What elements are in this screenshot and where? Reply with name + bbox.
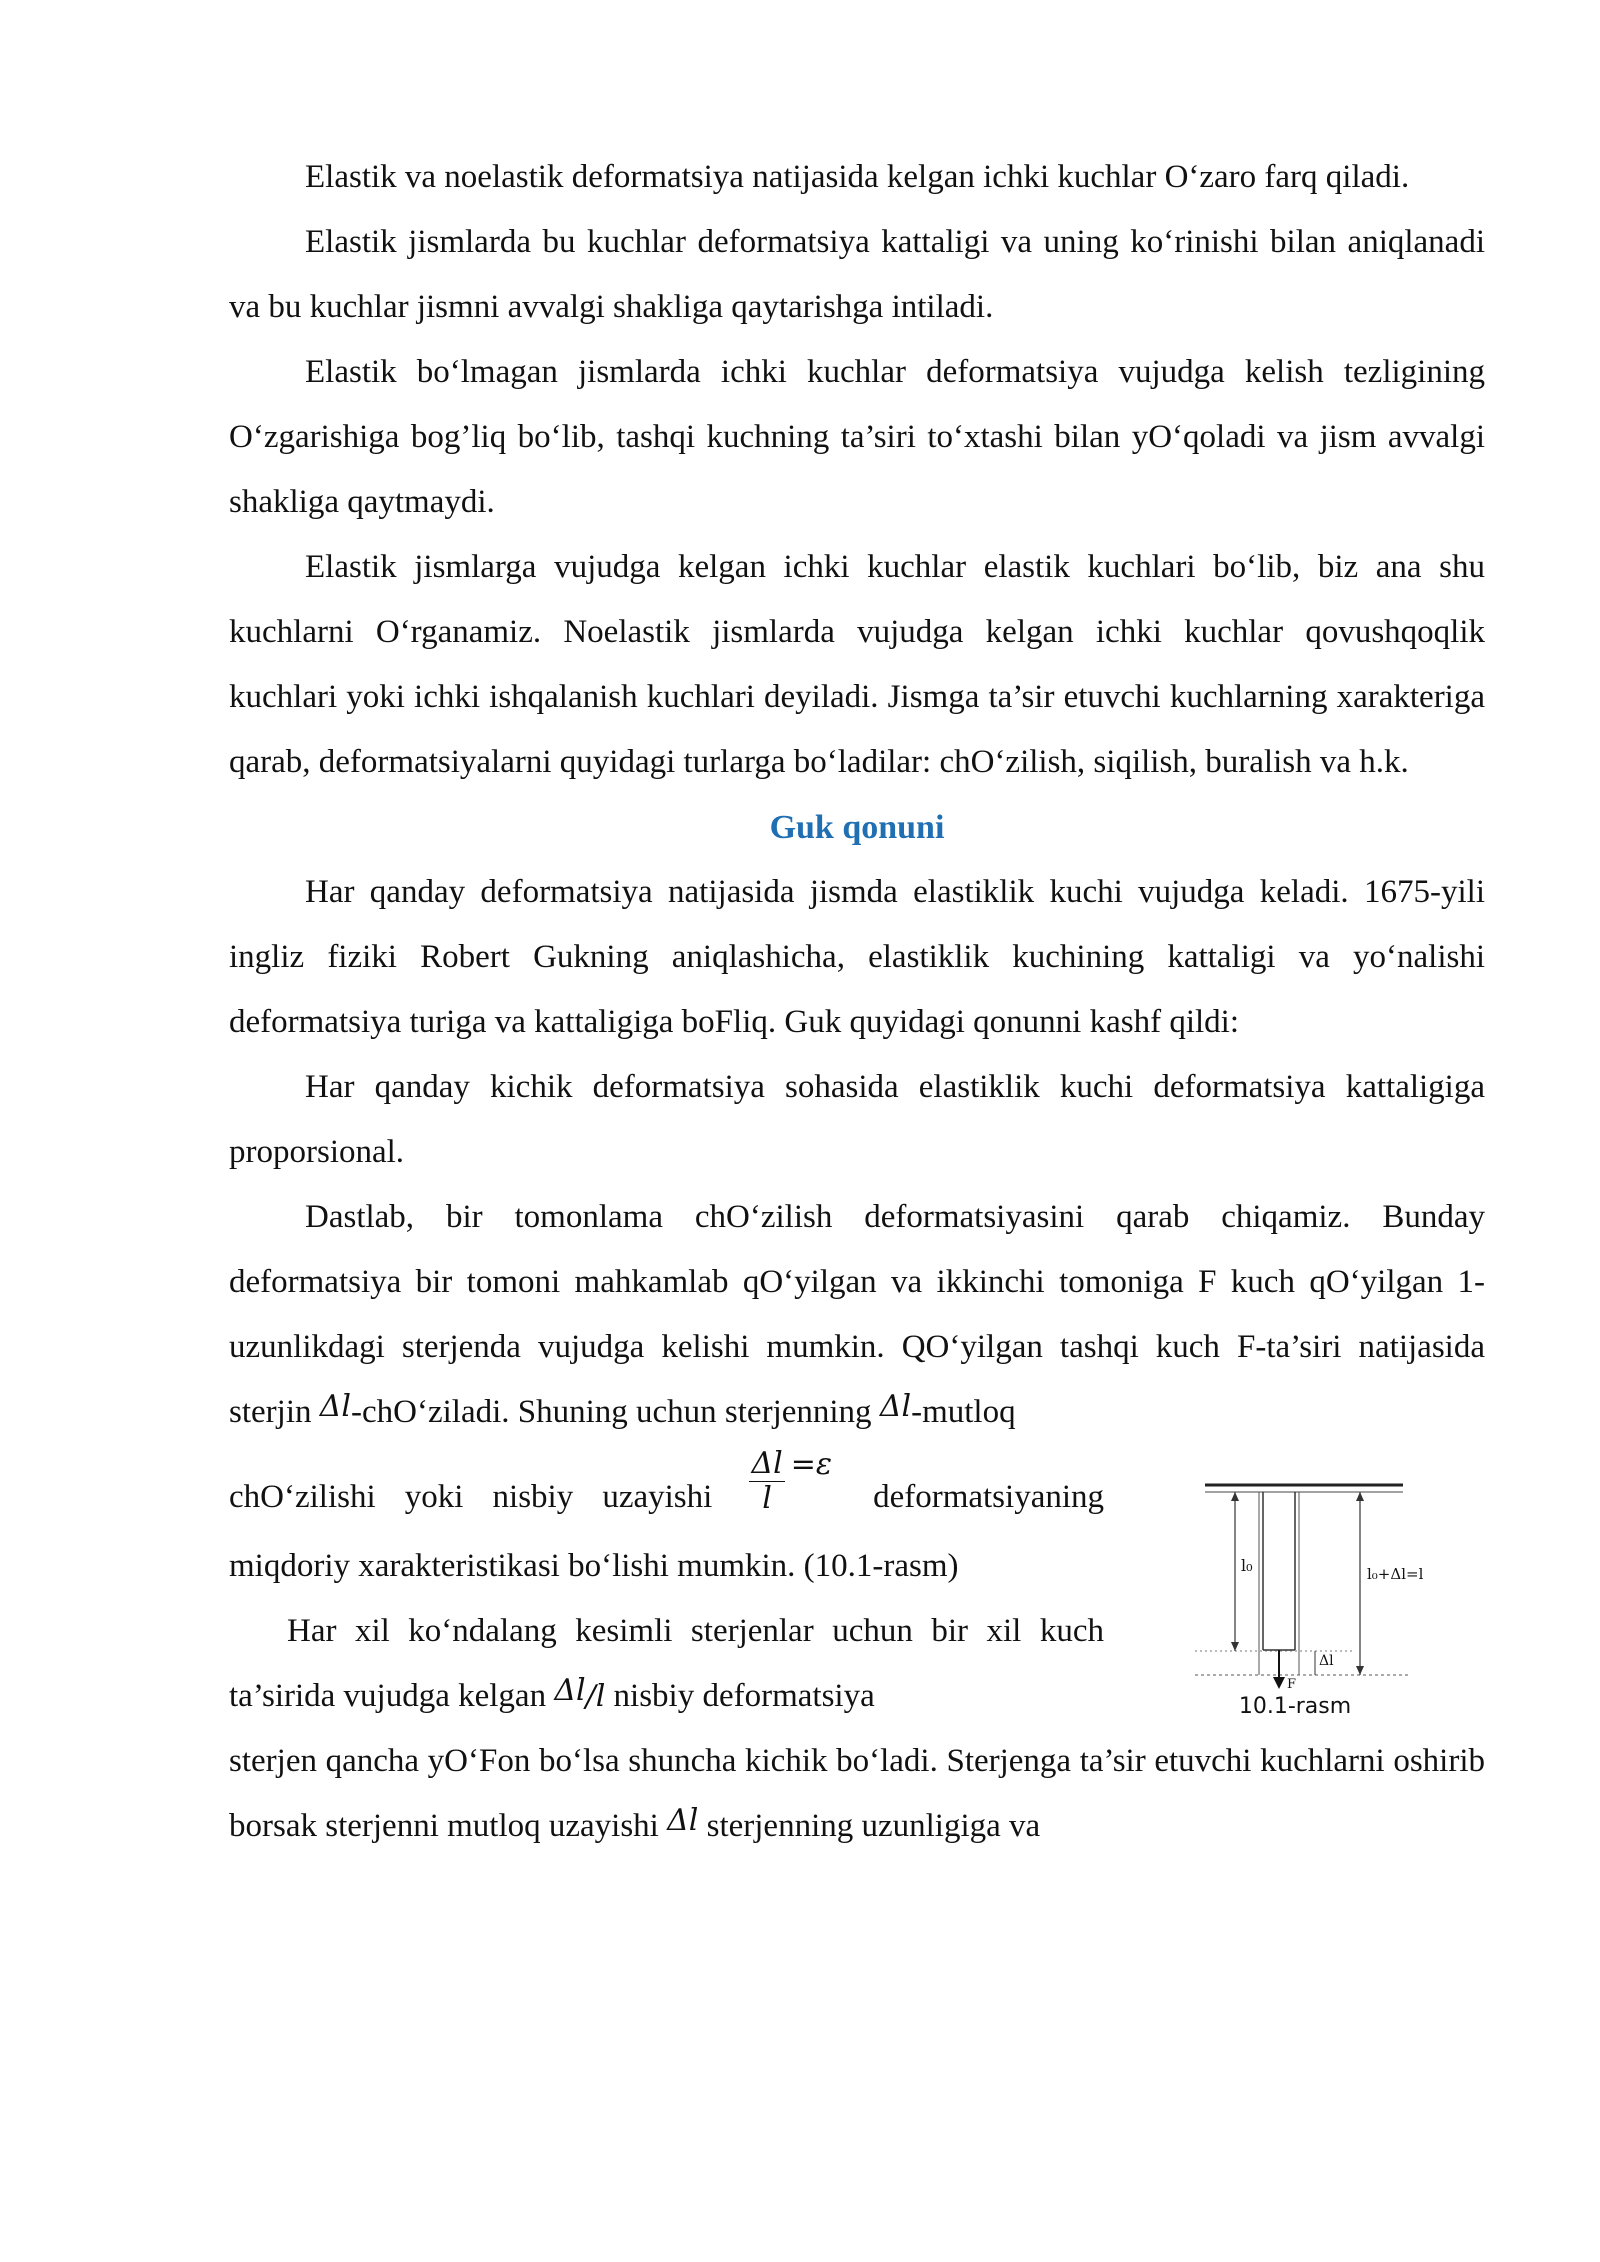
paragraph-2: Elastik jismlarda bu kuchlar deformatsiya kattaligi va uning ko‘rinishi bilan aniqlanadi va bu kuchlar jismni avvalgi shakliga qaytarishga intiladi. (229, 224, 1485, 325)
paragraph-10-text-a: sterjen qancha yO‘Fon bo‘lsa shuncha kichik bo‘ladi. Sterjenga ta’sir etuvchi kuchlarni oshirib borsak sterjenni mutloq uzayishi (229, 1743, 1485, 1844)
paragraph-7-text-c: -mutloq (911, 1394, 1016, 1430)
figure-caption: 10.1-rasm (1238, 1694, 1352, 1719)
figure-wrap-section (229, 1446, 1485, 1729)
paragraph-7-text-a: Dastlab, bir tomonlama chO‘zilish deformatsiyasini qarab chiqamiz. Bunday deformatsiya bir tomoni mahkamlab qO‘yilgan va ikkinchi tomoniga F kuch qO‘yilgan 1-uzunlikdagi sterjenda vujudga kelishi mumkin. QO‘yilgan tashqi kuch F-ta’siri natijasida sterjin (229, 1199, 1485, 1430)
paragraph-8-text-b: deformatsiyaning miqdoriy xarakteristikasi bo‘lishi mumkin. (10.1-rasm) (229, 1479, 1105, 1584)
paragraph-1: Elastik va noelastik deformatsiya natijasida kelgan ichki kuchlar O‘zaro farq qiladi. (305, 159, 1410, 195)
paragraph-6: Har qanday kichik deformatsiya sohasida elastiklik kuchi deformatsiya kattaligiga proporsional. (229, 1069, 1485, 1170)
fraction-denominator: l (762, 1481, 772, 1516)
label-total-length: l₀+Δl=l (1367, 1565, 1424, 1583)
paragraph-9-text-b: nisbiy deformatsiya (605, 1678, 875, 1714)
document-page (229, 145, 1485, 1859)
equals-epsilon: =ε (790, 1447, 832, 1482)
label-delta-l: Δl (1319, 1653, 1334, 1669)
label-l0: l₀ (1241, 1556, 1253, 1575)
paragraph-5: Har qanday deformatsiya natijasida jismda elastiklik kuchi vujudga keladi. 1675-yili ingliz fiziki Robert Gukning aniqlashicha, elastiklik kuchining kattaligi va yo‘nalishi deformatsiya turiga va kattaligiga boFliq. Guk quyidagi qonunni kashf qildi: (229, 874, 1485, 1040)
label-force: F (1287, 1677, 1297, 1692)
strain-fraction (749, 1447, 784, 1516)
delta-l-symbol: Δl (319, 1389, 351, 1424)
paragraph-3: Elastik bo‘lmagan jismlarda ichki kuchlar deformatsiya vujudga kelish tezligining O‘zgarishiga bog’liq bo‘lib, tashqi kuchning ta’siri to‘xtashi bilan yO‘qoladi va jism avvalgi shakliga qaytmaydi. (229, 354, 1485, 520)
paragraph-10-text-b: sterjenning uzunligiga va (698, 1808, 1041, 1844)
paragraph-7-text-b: -chO‘ziladi. Shuning uchun sterjenning (351, 1394, 880, 1430)
delta-l-symbol: Δl (667, 1803, 699, 1838)
wrapped-text (229, 1446, 1105, 1729)
delta-l-symbol: Δl (879, 1389, 912, 1424)
paragraph-9 (229, 1599, 1104, 1729)
paragraph-4: Elastik jismlarga vujudga kelgan ichki kuchlar elastik kuchlari bo‘lib, biz ana shu kuchlarni O‘rganamiz. Noelastik jismlarda vujudga kelgan ichki kuchlar qovushqoqlik kuchlari yoki ichki ishqalanish kuchlari deyiladi. Jismga ta’sir etuvchi kuchlarning xarakteriga qarab, deformatsiyalarni quyidagi turlarga bo‘ladilar: chO‘zilish, siqilish, buralish va h.k. (229, 549, 1485, 780)
paragraph-7 (229, 1185, 1485, 1445)
relative-num: Δl (554, 1673, 586, 1708)
relative-den: /l (585, 1679, 606, 1714)
paragraph-10 (229, 1729, 1485, 1859)
fraction-numerator: Δl (751, 1446, 783, 1481)
paragraph-9-text-a: Har xil ko‘ndalang kesimli sterjenlar uchun bir xil kuch ta’sirida vujudga kelgan (229, 1613, 1104, 1714)
paragraph-8-text-a: chO‘zilishi yoki nisbiy uzayishi (229, 1479, 742, 1516)
section-heading: Guk qonuni (769, 809, 945, 846)
figure-10-1 (1195, 1465, 1424, 1735)
